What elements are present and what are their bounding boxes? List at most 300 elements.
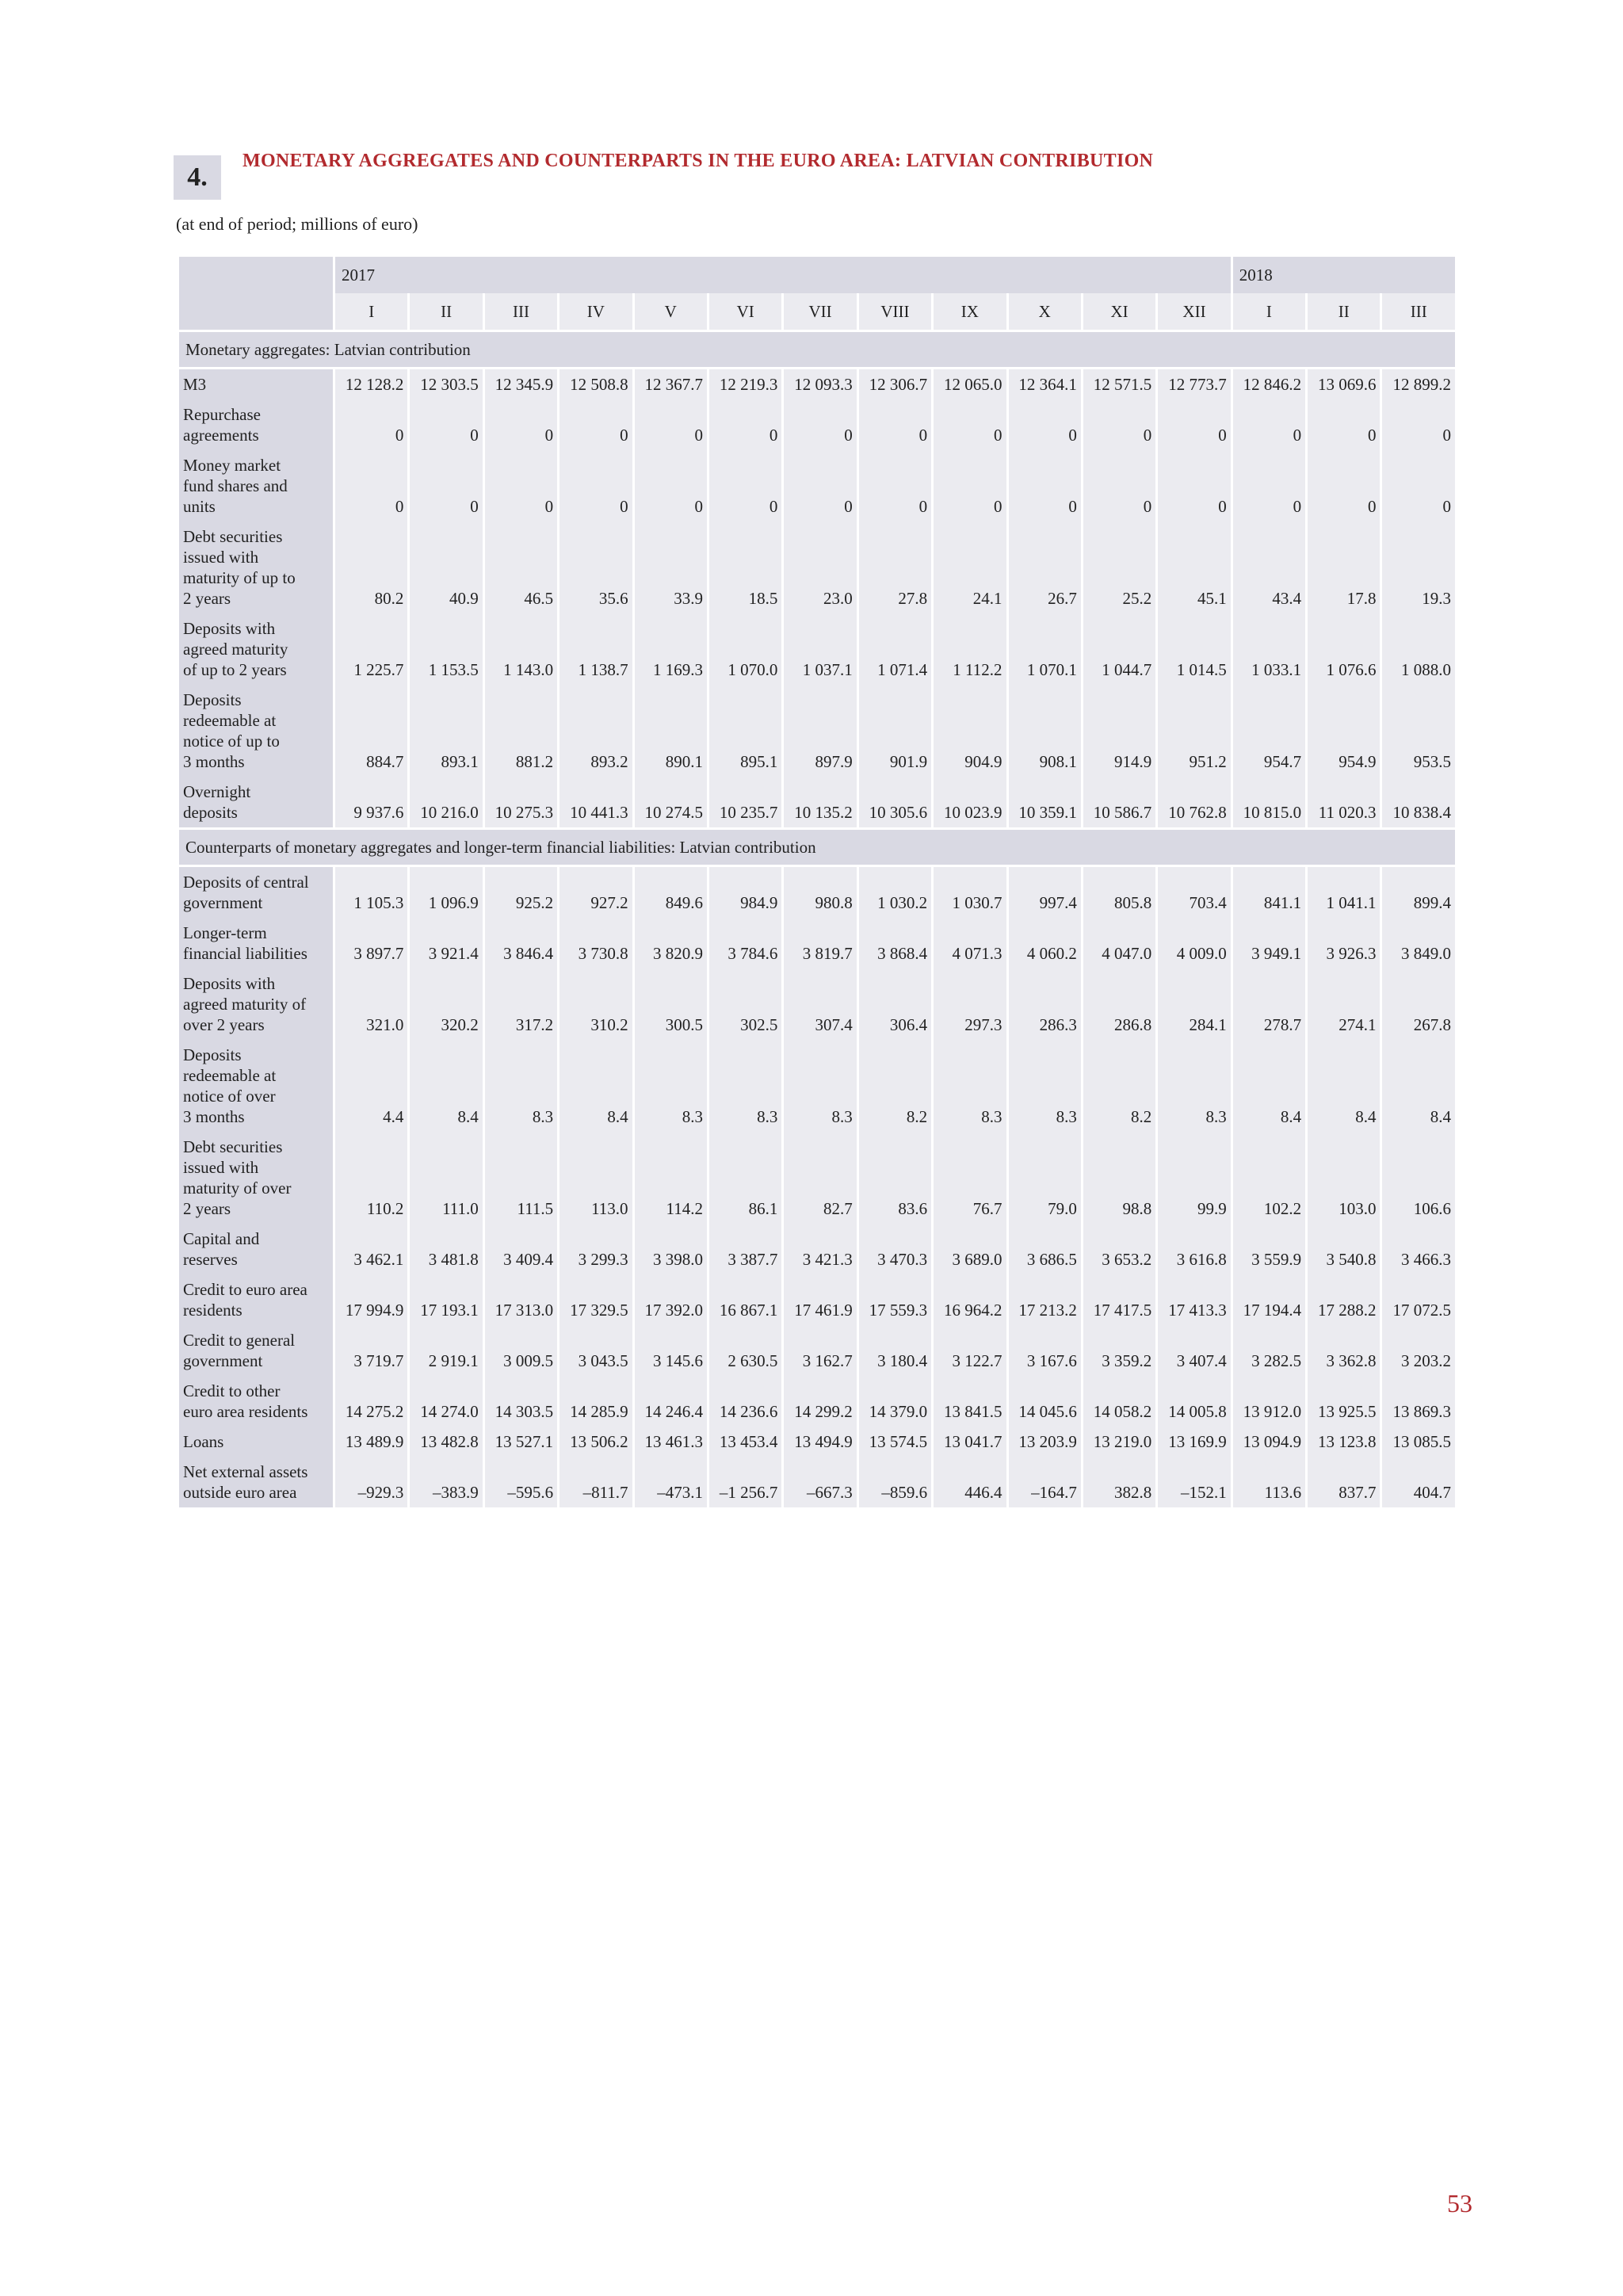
table-cell: –473.1 <box>635 1457 707 1507</box>
table-cell: 3 180.4 <box>859 1325 931 1376</box>
table-row <box>179 1224 1455 1274</box>
table-cell: 954.9 <box>1308 685 1380 777</box>
table-cell: 46.5 <box>485 521 557 613</box>
table-cell: 17 313.0 <box>485 1274 557 1325</box>
table-cell: 8.3 <box>485 1040 557 1132</box>
table-cell: 382.8 <box>1083 1457 1155 1507</box>
table-cell: 106.6 <box>1382 1132 1455 1224</box>
table-cell: 8.4 <box>410 1040 482 1132</box>
table-cell: 13 094.9 <box>1233 1427 1305 1457</box>
table-cell: 14 045.6 <box>1009 1376 1081 1427</box>
table-cell: 3 122.7 <box>934 1325 1006 1376</box>
table-cell: 893.1 <box>410 685 482 777</box>
table-cell: 3 868.4 <box>859 918 931 968</box>
month-header: I <box>1233 293 1305 330</box>
section-header <box>179 330 1455 369</box>
header-corner <box>179 257 333 330</box>
table-cell: 3 540.8 <box>1308 1224 1380 1274</box>
section-title: Monetary aggregates: Latvian contribution <box>179 330 1455 369</box>
table-cell: 13 041.7 <box>934 1427 1006 1457</box>
row-label-line: Overnight <box>183 782 251 801</box>
table-cell: 3 167.6 <box>1009 1325 1081 1376</box>
table-cell: 0 <box>1083 450 1155 521</box>
table-cell: 3 359.2 <box>1083 1325 1155 1376</box>
table-cell: 114.2 <box>635 1132 707 1224</box>
data-table <box>177 257 1457 1507</box>
table-cell: 953.5 <box>1382 685 1455 777</box>
table-cell: 997.4 <box>1009 867 1081 918</box>
table-cell: 12 846.2 <box>1233 369 1305 399</box>
row-label-line: Deposits <box>183 690 242 709</box>
row-label-line: agreements <box>183 426 259 445</box>
table-cell: 0 <box>934 399 1006 450</box>
year-header-2017: 2017 <box>335 257 1231 293</box>
table-cell: 1 041.1 <box>1308 867 1380 918</box>
table-cell: 954.7 <box>1233 685 1305 777</box>
table-cell: 8.4 <box>1233 1040 1305 1132</box>
table-cell: 10 815.0 <box>1233 777 1305 827</box>
table-cell: 13 203.9 <box>1009 1427 1081 1457</box>
table-cell: –1 256.7 <box>709 1457 781 1507</box>
table-cell: 102.2 <box>1233 1132 1305 1224</box>
row-label <box>179 685 333 777</box>
table-cell: 3 784.6 <box>709 918 781 968</box>
table-row <box>179 777 1455 827</box>
row-label <box>179 867 333 918</box>
table-cell: 13 085.5 <box>1382 1427 1455 1457</box>
table-cell: 0 <box>485 450 557 521</box>
row-label-line: units <box>183 497 216 516</box>
table-cell: 3 921.4 <box>410 918 482 968</box>
table-cell: 10 441.3 <box>559 777 632 827</box>
table-cell: 306.4 <box>859 968 931 1040</box>
table-cell: 1 030.7 <box>934 867 1006 918</box>
row-label-line: outside euro area <box>183 1483 297 1502</box>
table-row <box>179 399 1455 450</box>
table-cell: 13 574.5 <box>859 1427 931 1457</box>
table-cell: 23.0 <box>784 521 856 613</box>
table-cell: 893.2 <box>559 685 632 777</box>
row-label-line: agreed maturity <box>183 640 288 659</box>
row-label <box>179 1325 333 1376</box>
table-cell: –667.3 <box>784 1457 856 1507</box>
table-cell: 111.5 <box>485 1132 557 1224</box>
table-row <box>179 450 1455 521</box>
row-label-line: redeemable at <box>183 711 277 730</box>
row-label-line: 3 months <box>183 1107 245 1126</box>
month-header: VI <box>709 293 781 330</box>
table-cell: 13 219.0 <box>1083 1427 1155 1457</box>
month-header: III <box>485 293 557 330</box>
row-label-line: agreed maturity of <box>183 995 307 1014</box>
table-cell: 0 <box>934 450 1006 521</box>
table-cell: 10 586.7 <box>1083 777 1155 827</box>
table-cell: 3 043.5 <box>559 1325 632 1376</box>
month-header: VIII <box>859 293 931 330</box>
table-cell: 1 071.4 <box>859 613 931 685</box>
table-cell: 302.5 <box>709 968 781 1040</box>
table-cell: –164.7 <box>1009 1457 1081 1507</box>
table-cell: 10 235.7 <box>709 777 781 827</box>
table-cell: 113.0 <box>559 1132 632 1224</box>
row-label-line: residents <box>183 1301 242 1320</box>
table-cell: 13 453.4 <box>709 1427 781 1457</box>
table-cell: 3 559.9 <box>1233 1224 1305 1274</box>
table-cell: 0 <box>1233 450 1305 521</box>
table-cell: 278.7 <box>1233 968 1305 1040</box>
row-label-line: over 2 years <box>183 1015 265 1034</box>
table-cell: 14 285.9 <box>559 1376 632 1427</box>
table-cell: 86.1 <box>709 1132 781 1224</box>
row-label <box>179 1457 333 1507</box>
table-cell: 16 964.2 <box>934 1274 1006 1325</box>
table-cell: 14 246.4 <box>635 1376 707 1427</box>
table-cell: 1 143.0 <box>485 613 557 685</box>
table-cell: 446.4 <box>934 1457 1006 1507</box>
row-label <box>179 450 333 521</box>
table-cell: 925.2 <box>485 867 557 918</box>
table-cell: 12 571.5 <box>1083 369 1155 399</box>
table-cell: 3 819.7 <box>784 918 856 968</box>
table-cell: 113.6 <box>1233 1457 1305 1507</box>
row-label-line: Deposits <box>183 1045 242 1064</box>
table-cell: 17 072.5 <box>1382 1274 1455 1325</box>
page-title: MONETARY AGGREGATES AND COUNTERPARTS IN THE EURO AREA: LATVIAN CONTRIBUTION <box>242 151 1154 171</box>
table-cell: 3 387.7 <box>709 1224 781 1274</box>
table-cell: 17 994.9 <box>335 1274 407 1325</box>
table-cell: 0 <box>1308 450 1380 521</box>
row-label <box>179 369 333 399</box>
row-label-line: reserves <box>183 1250 238 1269</box>
row-label <box>179 1224 333 1274</box>
table-cell: 14 379.0 <box>859 1376 931 1427</box>
table-cell: 12 345.9 <box>485 369 557 399</box>
table-cell: 904.9 <box>934 685 1006 777</box>
row-label-line: Debt securities <box>183 1137 283 1156</box>
table-cell: 17 413.3 <box>1158 1274 1230 1325</box>
table-cell: 12 306.7 <box>859 369 931 399</box>
table-cell: 8.3 <box>934 1040 1006 1132</box>
table-cell: –152.1 <box>1158 1457 1230 1507</box>
table-cell: 27.8 <box>859 521 931 613</box>
table-cell: –595.6 <box>485 1457 557 1507</box>
table-cell: 0 <box>1308 399 1380 450</box>
row-label-line: M3 <box>183 375 207 394</box>
table-cell: 14 058.2 <box>1083 1376 1155 1427</box>
table-cell: 703.4 <box>1158 867 1230 918</box>
row-label-line: Deposits with <box>183 619 276 638</box>
table-cell: 0 <box>1009 399 1081 450</box>
table-cell: 10 359.1 <box>1009 777 1081 827</box>
table-cell: 82.7 <box>784 1132 856 1224</box>
table-cell: 3 719.7 <box>335 1325 407 1376</box>
table-cell: 0 <box>784 399 856 450</box>
table-cell: 1 033.1 <box>1233 613 1305 685</box>
table-cell: 103.0 <box>1308 1132 1380 1224</box>
table-cell: 3 362.8 <box>1308 1325 1380 1376</box>
table-cell: 13 527.1 <box>485 1427 557 1457</box>
table-cell: 0 <box>410 399 482 450</box>
table-cell: 300.5 <box>635 968 707 1040</box>
table-cell: 10 274.5 <box>635 777 707 827</box>
row-label <box>179 521 333 613</box>
table-cell: 13 912.0 <box>1233 1376 1305 1427</box>
table-cell: 3 846.4 <box>485 918 557 968</box>
table-cell: 0 <box>709 399 781 450</box>
table-cell: 10 762.8 <box>1158 777 1230 827</box>
table-cell: 0 <box>1083 399 1155 450</box>
table-cell: 12 367.7 <box>635 369 707 399</box>
table-cell: 3 466.3 <box>1382 1224 1455 1274</box>
table-cell: 13 489.9 <box>335 1427 407 1457</box>
table-cell: 8.3 <box>1158 1040 1230 1132</box>
table-cell: 12 093.3 <box>784 369 856 399</box>
table-cell: 11 020.3 <box>1308 777 1380 827</box>
table-cell: 40.9 <box>410 521 482 613</box>
table-cell: 8.3 <box>1009 1040 1081 1132</box>
table-cell: 14 303.5 <box>485 1376 557 1427</box>
table-row <box>179 867 1455 918</box>
table-cell: 914.9 <box>1083 685 1155 777</box>
table-cell: 0 <box>1382 450 1455 521</box>
table-cell: 18.5 <box>709 521 781 613</box>
table-cell: 10 023.9 <box>934 777 1006 827</box>
table-cell: 3 282.5 <box>1233 1325 1305 1376</box>
row-label <box>179 1274 333 1325</box>
table-cell: 45.1 <box>1158 521 1230 613</box>
table-cell: 0 <box>1233 399 1305 450</box>
table-cell: 1 225.7 <box>335 613 407 685</box>
table-cell: 310.2 <box>559 968 632 1040</box>
row-label <box>179 968 333 1040</box>
row-label-line: Credit to general <box>183 1331 296 1350</box>
table-cell: 1 153.5 <box>410 613 482 685</box>
table-cell: 0 <box>485 399 557 450</box>
row-label <box>179 399 333 450</box>
table-cell: 1 112.2 <box>934 613 1006 685</box>
row-label-line: financial liabilities <box>183 944 307 963</box>
table-cell: 111.0 <box>410 1132 482 1224</box>
row-label-line: issued with <box>183 548 259 567</box>
table-cell: 12 219.3 <box>709 369 781 399</box>
table-cell: 12 773.7 <box>1158 369 1230 399</box>
row-label <box>179 1040 333 1132</box>
table-cell: 13 841.5 <box>934 1376 1006 1427</box>
table-cell: 2 630.5 <box>709 1325 781 1376</box>
header-row-years <box>179 257 1455 293</box>
table-cell: 0 <box>1009 450 1081 521</box>
table-cell: 24.1 <box>934 521 1006 613</box>
table-cell: 0 <box>559 450 632 521</box>
table-number: 4. <box>174 155 221 200</box>
table-row <box>179 1457 1455 1507</box>
table-cell: 3 462.1 <box>335 1224 407 1274</box>
row-label-line: redeemable at <box>183 1066 277 1085</box>
table-cell: 3 730.8 <box>559 918 632 968</box>
table-cell: 12 303.5 <box>410 369 482 399</box>
month-header: VII <box>784 293 856 330</box>
table-cell: 17 193.1 <box>410 1274 482 1325</box>
table-cell: 1 070.1 <box>1009 613 1081 685</box>
month-header: X <box>1009 293 1081 330</box>
table-row <box>179 685 1455 777</box>
section-title: Counterparts of monetary aggregates and longer-term financial liabilities: Latvian contribution <box>179 827 1455 867</box>
table-row <box>179 918 1455 968</box>
table-cell: 17 461.9 <box>784 1274 856 1325</box>
table-cell: –383.9 <box>410 1457 482 1507</box>
table-row <box>179 1376 1455 1427</box>
table-cell: 10 135.2 <box>784 777 856 827</box>
row-label-line: Money market <box>183 456 281 475</box>
row-label-line: 3 months <box>183 752 245 771</box>
month-header: XI <box>1083 293 1155 330</box>
row-label-line: Credit to other <box>183 1381 281 1400</box>
table-cell: 8.2 <box>859 1040 931 1132</box>
table-cell: 951.2 <box>1158 685 1230 777</box>
row-label-line: Loans <box>183 1432 224 1451</box>
row-label-line: Net external assets <box>183 1462 308 1481</box>
table-cell: 19.3 <box>1382 521 1455 613</box>
row-label-line: Debt securities <box>183 527 283 546</box>
page-number: 53 <box>1447 2189 1472 2218</box>
table-cell: 26.7 <box>1009 521 1081 613</box>
table-cell: 17 417.5 <box>1083 1274 1155 1325</box>
table-cell: 110.2 <box>335 1132 407 1224</box>
table-cell: 12 899.2 <box>1382 369 1455 399</box>
table-cell: 17 329.5 <box>559 1274 632 1325</box>
table-cell: 890.1 <box>635 685 707 777</box>
table-cell: 1 169.3 <box>635 613 707 685</box>
table-cell: 8.2 <box>1083 1040 1155 1132</box>
table-cell: 33.9 <box>635 521 707 613</box>
table-cell: 3 926.3 <box>1308 918 1380 968</box>
table-cell: 83.6 <box>859 1132 931 1224</box>
month-header: III <box>1382 293 1455 330</box>
table-cell: 4 060.2 <box>1009 918 1081 968</box>
table-cell: 13 461.3 <box>635 1427 707 1457</box>
table-cell: 320.2 <box>410 968 482 1040</box>
table-cell: 1 088.0 <box>1382 613 1455 685</box>
table-cell: 17 559.3 <box>859 1274 931 1325</box>
table-cell: 3 849.0 <box>1382 918 1455 968</box>
row-label-line: government <box>183 893 263 912</box>
table-row <box>179 1274 1455 1325</box>
table-cell: 1 096.9 <box>410 867 482 918</box>
table-cell: 1 138.7 <box>559 613 632 685</box>
table-cell: 805.8 <box>1083 867 1155 918</box>
row-label-line: Credit to euro area <box>183 1280 307 1299</box>
table-subtitle: (at end of period; millions of euro) <box>176 214 418 234</box>
table-cell: 99.9 <box>1158 1132 1230 1224</box>
row-label <box>179 613 333 685</box>
table-cell: 16 867.1 <box>709 1274 781 1325</box>
table-cell: 841.1 <box>1233 867 1305 918</box>
table-cell: 3 421.3 <box>784 1224 856 1274</box>
table-cell: 0 <box>709 450 781 521</box>
table-cell: 80.2 <box>335 521 407 613</box>
table-cell: 284.1 <box>1158 968 1230 1040</box>
table-cell: 8.4 <box>1382 1040 1455 1132</box>
table-cell: 35.6 <box>559 521 632 613</box>
table-cell: –929.3 <box>335 1457 407 1507</box>
table-cell: 8.3 <box>635 1040 707 1132</box>
table-cell: 321.0 <box>335 968 407 1040</box>
table-cell: 317.2 <box>485 968 557 1040</box>
table-cell: 17 288.2 <box>1308 1274 1380 1325</box>
month-header: V <box>635 293 707 330</box>
table-cell: 3 398.0 <box>635 1224 707 1274</box>
table-cell: 2 919.1 <box>410 1325 482 1376</box>
table-cell: 12 065.0 <box>934 369 1006 399</box>
table-cell: 0 <box>635 399 707 450</box>
table-cell: 4 047.0 <box>1083 918 1155 968</box>
row-label-line: Capital and <box>183 1229 260 1248</box>
row-label-line: government <box>183 1351 263 1370</box>
row-label-line: Deposits of central <box>183 873 309 892</box>
table-cell: 3 481.8 <box>410 1224 482 1274</box>
table-cell: 98.8 <box>1083 1132 1155 1224</box>
table-cell: –811.7 <box>559 1457 632 1507</box>
table-cell: 14 275.2 <box>335 1376 407 1427</box>
row-label-line: deposits <box>183 803 238 822</box>
table-cell: 14 005.8 <box>1158 1376 1230 1427</box>
table-cell: 3 689.0 <box>934 1224 1006 1274</box>
row-label <box>179 1427 333 1457</box>
table-cell: 267.8 <box>1382 968 1455 1040</box>
table-cell: 0 <box>859 450 931 521</box>
table-cell: 980.8 <box>784 867 856 918</box>
table-cell: 12 364.1 <box>1009 369 1081 399</box>
table-cell: 307.4 <box>784 968 856 1040</box>
table-cell: 3 299.3 <box>559 1224 632 1274</box>
table-cell: 8.3 <box>784 1040 856 1132</box>
table-cell: 0 <box>1158 450 1230 521</box>
table-cell: 0 <box>335 450 407 521</box>
table-cell: 14 274.0 <box>410 1376 482 1427</box>
table-cell: 3 162.7 <box>784 1325 856 1376</box>
row-label-line: 2 years <box>183 1199 231 1218</box>
table-cell: 0 <box>1382 399 1455 450</box>
table-row <box>179 1040 1455 1132</box>
table-cell: 0 <box>335 399 407 450</box>
table-cell: 8.3 <box>709 1040 781 1132</box>
table-cell: 0 <box>784 450 856 521</box>
table-cell: 17 213.2 <box>1009 1274 1081 1325</box>
table-row <box>179 1427 1455 1457</box>
table-cell: 25.2 <box>1083 521 1155 613</box>
table-cell: 14 236.6 <box>709 1376 781 1427</box>
table-cell: 13 494.9 <box>784 1427 856 1457</box>
row-label-line: Deposits with <box>183 974 276 993</box>
row-label-line: notice of up to <box>183 732 280 751</box>
table-cell: 79.0 <box>1009 1132 1081 1224</box>
table-row <box>179 1132 1455 1224</box>
table-cell: 4 071.3 <box>934 918 1006 968</box>
row-label-line: maturity of up to <box>183 568 296 587</box>
table-cell: 4 009.0 <box>1158 918 1230 968</box>
month-header: XII <box>1158 293 1230 330</box>
table-cell: 13 925.5 <box>1308 1376 1380 1427</box>
table-cell: 13 069.6 <box>1308 369 1380 399</box>
table-cell: 3 009.5 <box>485 1325 557 1376</box>
table-cell: 1 070.0 <box>709 613 781 685</box>
row-label <box>179 777 333 827</box>
table-cell: 0 <box>1158 399 1230 450</box>
table-cell: 12 128.2 <box>335 369 407 399</box>
table-row <box>179 968 1455 1040</box>
month-header: II <box>410 293 482 330</box>
row-label-line: Repurchase <box>183 405 261 424</box>
